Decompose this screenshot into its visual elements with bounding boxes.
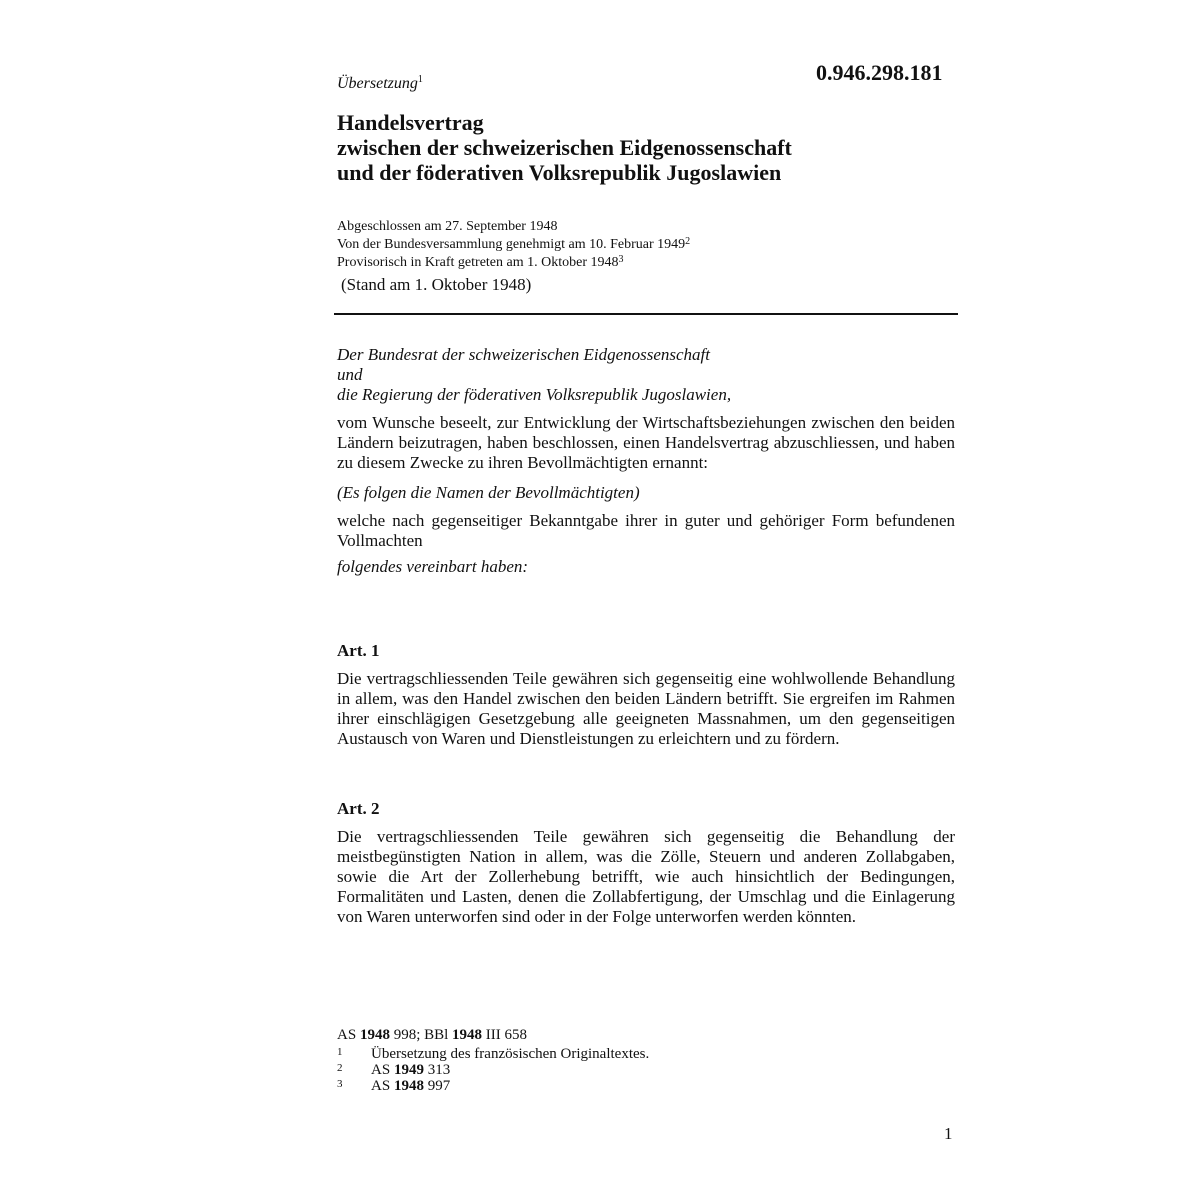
official-collection-reference <box>337 1027 527 1044</box>
status-date: (Stand am 1. Oktober 1948) <box>341 275 532 294</box>
bbl-page: III 658 <box>482 1027 528 1043</box>
title-line-1: Handelsvertrag <box>337 110 484 135</box>
footnote-year: 1949 <box>393 1062 424 1078</box>
footnote-ref-3[interactable]: 3 <box>618 254 624 265</box>
footnote-text: Übersetzung des französischen Originaltextes. <box>371 1046 650 1062</box>
header-divider <box>334 313 958 315</box>
preamble-parties <box>337 345 955 405</box>
footnote-number: 2 <box>337 1062 343 1074</box>
document-title <box>337 110 792 185</box>
sr-number: 0.946.298.181 <box>816 60 943 85</box>
preamble-agreed: folgendes vereinbart haben: <box>337 557 529 576</box>
article-2-text: Die vertragschliessenden Teile gewähren sich gegenseitig die Behandlung der meistbegünstigten Nation in allem, was die Zölle, Steuern und anderen Zollabgaben, sowie die Art der Zollerhebung betrifft, wie auch hinsichtlich der Bedingungen, Formalitäten und Lasten, denen die Zollabfertigung, der Umschlag und die Einlagerung von Waren unterworfen sind oder in der Folge unterworfen werden könnten. <box>337 827 955 926</box>
footnote-page: 313 <box>423 1062 451 1078</box>
preamble-names-note: (Es folgen die Namen der Bevollmächtigten) <box>337 483 640 502</box>
in-force-text: Provisorisch in Kraft getreten am 1. Oktober 1948 <box>337 255 619 270</box>
party-yugoslavia: die Regierung der föderativen Volksrepublik Jugoslawien, <box>337 385 732 404</box>
footnote-ref-1[interactable]: 1 <box>417 74 423 85</box>
footnote-page: 997 <box>423 1078 451 1094</box>
footnote-number: 3 <box>337 1078 343 1090</box>
party-switzerland: Der Bundesrat der schweizerischen Eidgenossenschaft <box>337 345 710 364</box>
footnote-1 <box>337 1046 649 1062</box>
page-number: 1 <box>944 1124 953 1143</box>
footnote-2 <box>337 1062 649 1078</box>
party-conjunction: und <box>337 365 363 384</box>
preamble-whereas: welche nach gegenseitiger Bekanntgabe ihrer in guter und gehöriger Form befundenen Vollmachten <box>337 511 955 550</box>
footnote-prefix: AS <box>371 1078 394 1094</box>
footnote-number: 1 <box>337 1046 343 1058</box>
bbl-year: 1948 <box>452 1027 483 1043</box>
translation-text: Übersetzung <box>337 75 418 92</box>
as-page: 998; BBl <box>389 1027 453 1043</box>
footnote-3 <box>337 1078 649 1094</box>
article-1-text: Die vertragschliessenden Teile gewähren sich gegenseitig eine wohlwollende Behandlung in allem, was den Handel zwischen den beiden Ländern betrifft. Sie ergreifen im Rahmen ihrer einschlägigen Gesetzgebung alle geeigneten Massnahmen, um den gegenseitigen Austausch von Waren und Dienstleistungen zu erleichtern und zu fördern. <box>337 669 955 748</box>
in-force-date <box>337 252 690 270</box>
title-line-2: zwischen der schweizerischen Eidgenossenschaft <box>337 135 792 160</box>
article-2-heading: Art. 2 <box>337 799 380 818</box>
footnote-year: 1948 <box>393 1078 424 1094</box>
approved-text: Von der Bundesversammlung genehmigt am 10. Februar 1949 <box>337 237 686 252</box>
document-meta <box>337 219 690 270</box>
footnote-ref-2[interactable]: 2 <box>685 236 691 247</box>
footnotes <box>337 1046 649 1094</box>
preamble-wish: vom Wunsche beseelt, zur Entwicklung der Wirtschaftsbeziehungen zwischen den beiden Ländern beizutragen, haben beschlossen, einen Handelsvertrag abzuschliessen, und haben zu diesem Zwecke zu ihren Bevollmächtigten ernannt: <box>337 413 955 472</box>
title-line-3: und der föderativen Volksrepublik Jugoslawien <box>337 160 782 185</box>
as-year: 1948 <box>359 1027 390 1043</box>
footnote-prefix: AS <box>371 1062 394 1078</box>
concluded-date: Abgeschlossen am 27. September 1948 <box>337 219 558 234</box>
article-1-heading: Art. 1 <box>337 641 380 660</box>
approved-date <box>337 234 690 252</box>
translation-label <box>337 74 423 93</box>
as-prefix: AS <box>337 1027 360 1043</box>
